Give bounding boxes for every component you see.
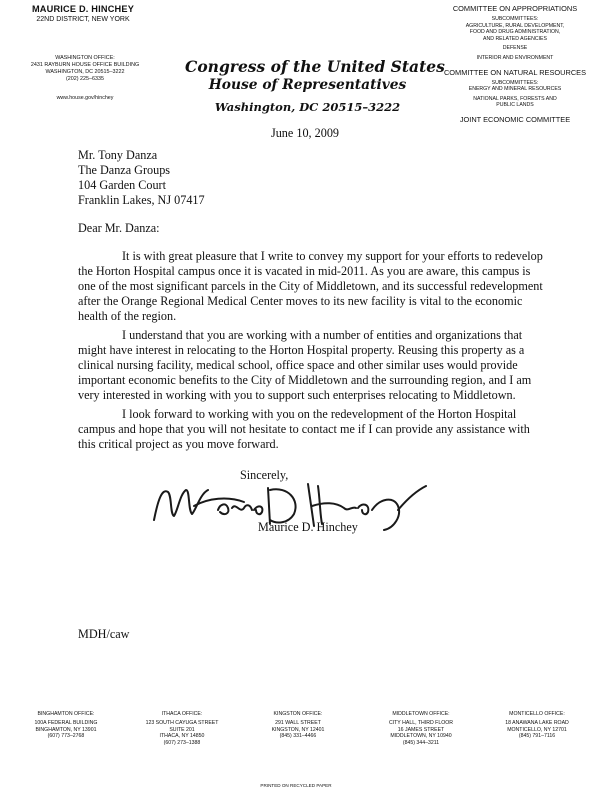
representative-name: MAURICE D. HINCHEY: [31, 4, 135, 14]
office-kingston: [243, 711, 353, 740]
subcommittee-line: FOOD AND DRUG ADMINISTRATION,: [469, 29, 561, 36]
office-line: 16 JAMES STREET: [397, 726, 445, 733]
recycled-paper-note: PRINTED ON RECYCLED PAPER: [260, 783, 332, 788]
office-line: MIDDLETOWN, NY 10940: [390, 733, 452, 740]
office-line: SUITE 201: [169, 726, 195, 733]
office-line: WASHINGTON, DC 20515–3222: [45, 69, 125, 75]
office-line: KINGSTON, NY 12401: [271, 726, 325, 733]
subcommittee-line: PUBLIC LANDS: [496, 102, 534, 109]
committee-natural-resources: COMMITTEE ON NATURAL RESOURCES: [443, 67, 587, 77]
letter-date: June 10, 2009: [270, 126, 340, 140]
office-phone: (607) 273–1388: [163, 739, 201, 746]
recipient-line: 104 Garden Court: [78, 178, 167, 192]
recipient-line: The Danza Groups: [78, 163, 171, 177]
office-line: BINGHAMTON, NY 13901: [35, 726, 97, 733]
office-line: 100A FEDERAL BUILDING: [34, 720, 98, 727]
office-monticello: [482, 711, 592, 740]
letterhead-address: Washington, DC 20515–3222: [214, 100, 401, 114]
office-title: ITHACA OFFICE:: [161, 711, 203, 717]
recipient-address: [78, 148, 378, 208]
office-line: 2431 RAYBURN HOUSE OFFICE BUILDING: [30, 62, 140, 68]
representative-header: [24, 4, 142, 23]
subcommittees-label: SUBCOMMITTEES:: [491, 16, 539, 22]
office-line: 291 WALL STREET: [275, 720, 321, 727]
salutation: Dear Mr. Danza:: [78, 221, 160, 235]
subcommittee-energy: ENERGY AND MINERAL RESOURCES: [468, 86, 562, 93]
office-line: MONTICELLO, NY 12701: [507, 726, 567, 733]
office-line: 18 ANAWANA LAKE ROAD: [505, 720, 569, 727]
office-heading: WASHINGTON OFFICE:: [55, 55, 115, 61]
body-paragraph: It is with great pleasure that I write to convey my support for your efforts to redevelop the Horton Hospital campus once it is vacated in mid-2011. As you are aware, this campus is one of the most significant parcels in the City of Middletown, and its successful redevelopment after the Orange Regional Medical Center moves to its new facility is vital to the economic health of the region.: [78, 249, 543, 323]
office-title: MIDDLETOWN OFFICE:: [392, 711, 450, 717]
office-phone: (845) 331–4466: [279, 733, 317, 740]
office-title: BINGHAMTON OFFICE:: [37, 711, 95, 717]
subcommittee-line: NATIONAL PARKS, FORESTS AND: [473, 95, 557, 102]
office-binghamton: [11, 711, 121, 740]
office-phone: (845) 344–3211: [402, 739, 440, 746]
body-paragraph: I look forward to working with you on the redevelopment of the Horton Hospital campus and hope that you will not hesitate to contact me if I can provide any assistance with this critical project as you move forward.: [78, 407, 530, 451]
recipient-line: Franklin Lakes, NJ 07417: [78, 193, 205, 207]
office-title: KINGSTON OFFICE:: [273, 711, 323, 717]
body-paragraph: I understand that you are working with a number of entities and organizations that might have interest in relocating to the Horton Hospital property. Reusing this property as a clinical nursing facility, medical school, office space and other similar uses would provide important economic benefits to the City of Middletown and the surrounding region, and I am very interested in working with you to support such enterprises relocating to Middletown.: [78, 328, 532, 402]
signer-name: Maurice D. Hinchey: [258, 520, 358, 534]
district-label: 22ND DISTRICT, NEW YORK: [36, 16, 130, 23]
office-line: 123 SOUTH CAYUGA STREET: [145, 720, 219, 727]
subcommittee-line: AND RELATED AGENCIES: [483, 35, 547, 42]
subcommittee-interior: INTERIOR AND ENVIRONMENT: [476, 54, 554, 61]
office-ithaca: [127, 711, 237, 746]
washington-office-address: [20, 55, 150, 83]
recipient-line: Mr. Tony Danza: [78, 148, 158, 162]
committee-list: [440, 4, 590, 124]
office-line: CITY HALL, THIRD FLOOR: [388, 720, 454, 727]
subcommittee-defense: DEFENSE: [502, 45, 528, 52]
subcommittees-label: SUBCOMMITTEES:: [491, 79, 539, 86]
reference-initials: MDH/caw: [78, 627, 130, 641]
website-link[interactable]: www.house.gov/hinchey: [56, 95, 114, 101]
office-middletown: [366, 711, 476, 746]
subcommittee-line: AGRICULTURE, RURAL DEVELOPMENT,: [465, 22, 565, 29]
office-title: MONTICELLO OFFICE:: [509, 711, 565, 717]
committee-joint-economic: JOINT ECONOMIC COMMITTEE: [459, 114, 571, 124]
house-title: House of Representatives: [208, 77, 407, 93]
office-phone: (202) 225–6335: [65, 76, 105, 82]
office-phone: (845) 791–7116: [518, 733, 556, 740]
letterhead-title: [185, 57, 445, 114]
closing: Sincerely,: [240, 468, 289, 482]
office-line: ITHACA, NY 14850: [159, 733, 205, 740]
office-phone: (607) 773–2768: [47, 733, 85, 740]
committee-appropriations: COMMITTEE ON APPROPRIATIONS: [452, 4, 578, 13]
congress-title: Congress of the United States: [185, 57, 445, 76]
